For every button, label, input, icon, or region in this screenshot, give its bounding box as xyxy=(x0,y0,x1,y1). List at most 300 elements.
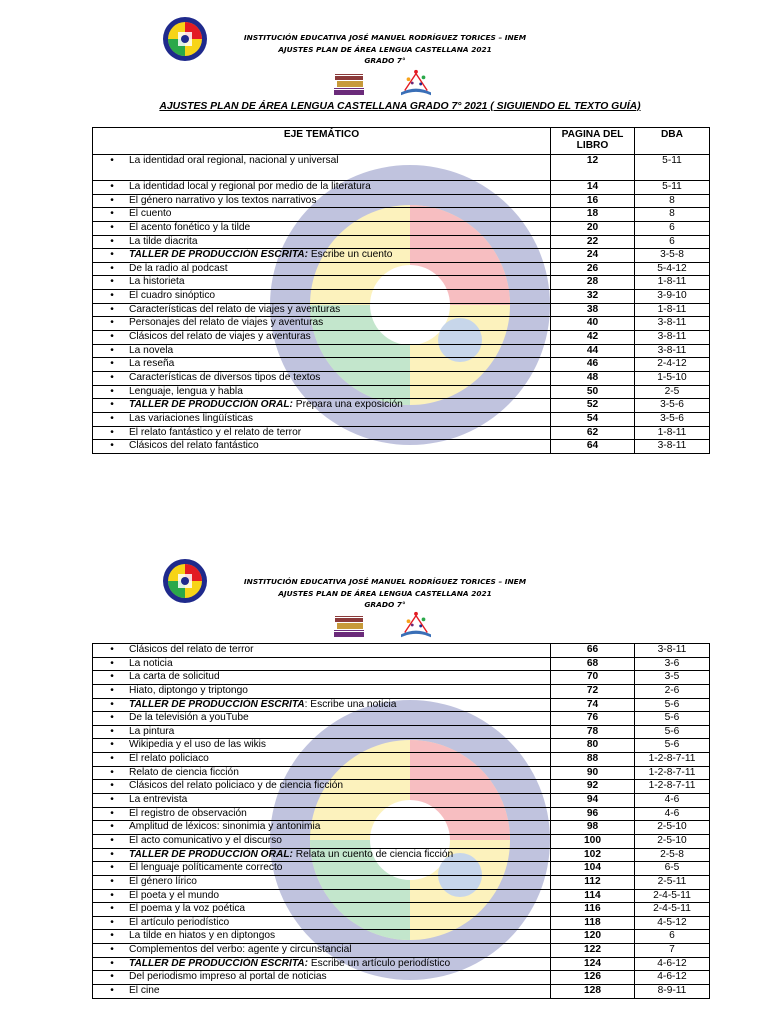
page-number-cell: 76 xyxy=(551,712,635,726)
bullet-icon: • xyxy=(110,753,114,765)
page-number-cell: 114 xyxy=(551,889,635,903)
topic-cell xyxy=(93,725,551,739)
workshop-label: TALLER DE PRODUCCIÓN ESCRITA xyxy=(129,698,305,710)
dba-cell: 5-11 xyxy=(635,155,710,181)
open-book-icon xyxy=(396,610,436,640)
topic-cell xyxy=(93,698,551,712)
topic-text: La pintura xyxy=(129,725,175,737)
dba-cell: 1-2-8-7-11 xyxy=(635,780,710,794)
topic-text: El relato fantástico y el relato de terror xyxy=(129,426,302,438)
bullet-icon: • xyxy=(110,903,114,915)
page-number-cell: 40 xyxy=(551,317,635,331)
table-row xyxy=(93,426,710,440)
bullet-icon: • xyxy=(110,399,114,411)
topic-text: La historieta xyxy=(129,276,185,288)
table-row xyxy=(93,249,710,263)
topic-cell xyxy=(93,753,551,767)
bullet-icon: • xyxy=(110,208,114,220)
topic-cell xyxy=(93,794,551,808)
topic-cell xyxy=(93,303,551,317)
table-row xyxy=(93,780,710,794)
topic-cell xyxy=(93,440,551,454)
table-row xyxy=(93,889,710,903)
topic-text: Wikipedia y el uso de las wikis xyxy=(129,739,267,751)
table-row xyxy=(93,181,710,195)
workshop-label: TALLER DE PRODUCCIÓN ORAL: xyxy=(129,848,293,860)
bullet-icon: • xyxy=(110,739,114,751)
topic-text: Hiato, diptongo y triptongo xyxy=(129,684,248,696)
page-number-cell: 20 xyxy=(551,221,635,235)
topic-text: El cuento xyxy=(129,208,172,220)
dba-cell: 2-5-11 xyxy=(635,875,710,889)
topic-cell xyxy=(93,371,551,385)
topic-text: Características del relato de viajes y aventuras xyxy=(129,303,341,315)
institution-header xyxy=(200,32,570,67)
dba-cell: 2-4-5-11 xyxy=(635,903,710,917)
dba-cell: 3-9-10 xyxy=(635,290,710,304)
dba-cell: 1-8-11 xyxy=(635,426,710,440)
dba-cell: 1-5-10 xyxy=(635,371,710,385)
page-number-cell: 126 xyxy=(551,971,635,985)
table-row xyxy=(93,385,710,399)
page-number-cell: 122 xyxy=(551,944,635,958)
page-number-cell: 14 xyxy=(551,181,635,195)
dba-cell: 3-5 xyxy=(635,671,710,685)
topic-text: Complementos del verbo: agente y circunstancial xyxy=(129,944,352,956)
bullet-icon: • xyxy=(110,712,114,724)
topic-cell xyxy=(93,657,551,671)
table-row xyxy=(93,698,710,712)
dba-cell: 2-5-10 xyxy=(635,821,710,835)
dba-cell: 5-6 xyxy=(635,725,710,739)
topic-cell xyxy=(93,862,551,876)
topic-text: Clásicos del relato fantástico xyxy=(129,440,259,452)
page-number-cell: 94 xyxy=(551,794,635,808)
bullet-icon: • xyxy=(110,276,114,288)
page-number-cell: 52 xyxy=(551,399,635,413)
topic-text: La novela xyxy=(129,344,174,356)
books-icon xyxy=(332,70,368,100)
table-body xyxy=(93,644,710,999)
dba-cell: 1-8-11 xyxy=(635,303,710,317)
page-number-cell: 112 xyxy=(551,875,635,889)
topic-text: La tilde diacrita xyxy=(129,235,198,247)
table-row xyxy=(93,671,710,685)
dba-cell: 5-6 xyxy=(635,712,710,726)
topic-cell xyxy=(93,875,551,889)
page-number-cell: 62 xyxy=(551,426,635,440)
table-row xyxy=(93,235,710,249)
table-row xyxy=(93,862,710,876)
topic-cell xyxy=(93,766,551,780)
topics-table xyxy=(92,127,710,454)
page-number-cell: 120 xyxy=(551,930,635,944)
page-number-cell: 98 xyxy=(551,821,635,835)
topic-text: Relata un cuento de ciencia ficción xyxy=(292,848,454,860)
table-row xyxy=(93,971,710,985)
topic-cell xyxy=(93,358,551,372)
dba-cell: 3-8-11 xyxy=(635,440,710,454)
dba-cell: 1-2-8-7-11 xyxy=(635,753,710,767)
page-number-cell: 38 xyxy=(551,303,635,317)
bullet-icon: • xyxy=(110,794,114,806)
topic-text: La tilde en hiatos y en diptongos xyxy=(129,930,276,942)
bullet-icon: • xyxy=(110,834,114,846)
topic-text: El género lírico xyxy=(129,875,197,887)
page-number-cell: 48 xyxy=(551,371,635,385)
page-number-cell: 116 xyxy=(551,903,635,917)
page-number-cell: 54 xyxy=(551,412,635,426)
dba-cell: 4-6-12 xyxy=(635,957,710,971)
topic-cell xyxy=(93,889,551,903)
topic-text: Escribe un artículo periodístico xyxy=(308,957,451,969)
dba-cell: 4-6 xyxy=(635,807,710,821)
page-number-cell: 68 xyxy=(551,657,635,671)
page-number-cell: 96 xyxy=(551,807,635,821)
topic-cell xyxy=(93,385,551,399)
topic-text: Escribe un cuento xyxy=(308,249,393,261)
table-row xyxy=(93,221,710,235)
page-number-cell: 74 xyxy=(551,698,635,712)
topic-cell xyxy=(93,399,551,413)
grade-label: GRADO 7° xyxy=(364,600,406,609)
page-number-cell: 88 xyxy=(551,753,635,767)
topic-text: El artículo periodístico xyxy=(129,916,230,928)
dba-cell: 4-6-12 xyxy=(635,971,710,985)
dba-cell: 3-8-11 xyxy=(635,644,710,658)
dba-cell: 2-4-12 xyxy=(635,358,710,372)
table-row xyxy=(93,944,710,958)
topic-cell xyxy=(93,412,551,426)
table-row xyxy=(93,821,710,835)
page-number-cell: 66 xyxy=(551,644,635,658)
topics-table xyxy=(92,643,710,999)
table-row xyxy=(93,807,710,821)
topic-cell xyxy=(93,834,551,848)
bullet-icon: • xyxy=(110,385,114,397)
table-row xyxy=(93,903,710,917)
table-row xyxy=(93,957,710,971)
topic-cell xyxy=(93,221,551,235)
topic-cell xyxy=(93,916,551,930)
topic-text: Las variaciones lingüísticas xyxy=(129,412,254,424)
topic-cell xyxy=(93,208,551,222)
table-row xyxy=(93,766,710,780)
table-row xyxy=(93,208,710,222)
topic-text: De la televisión a youTube xyxy=(129,712,249,724)
topic-text: Personajes del relato de viajes y aventuras xyxy=(129,317,324,329)
topic-cell xyxy=(93,930,551,944)
topic-text: El poeta y el mundo xyxy=(129,889,220,901)
bullet-icon: • xyxy=(110,875,114,887)
bullet-icon: • xyxy=(110,221,114,233)
topic-cell xyxy=(93,262,551,276)
page-number-cell: 18 xyxy=(551,208,635,222)
dba-cell: 6-5 xyxy=(635,862,710,876)
page-number-cell: 32 xyxy=(551,290,635,304)
bullet-icon: • xyxy=(110,249,114,261)
table-row xyxy=(93,739,710,753)
topic-text: : Escribe una noticia xyxy=(304,698,397,710)
institution-header xyxy=(200,576,570,611)
topic-cell xyxy=(93,194,551,208)
topic-text: Prepara una exposición xyxy=(292,399,403,411)
topic-cell xyxy=(93,290,551,304)
page-number-cell: 118 xyxy=(551,916,635,930)
table-row xyxy=(93,712,710,726)
workshop-label: TALLER DE PRODUCCIÓN ESCRITA: xyxy=(129,249,309,261)
dba-cell: 2-5 xyxy=(635,385,710,399)
topic-cell xyxy=(93,155,551,181)
page-number-cell: 46 xyxy=(551,358,635,372)
table-row xyxy=(93,331,710,345)
topic-cell xyxy=(93,712,551,726)
bullet-icon: • xyxy=(110,331,114,343)
plan-name: AJUSTES PLAN DE ÁREA LENGUA CASTELLANA 2021 xyxy=(278,44,492,54)
table-row xyxy=(93,371,710,385)
bullet-icon: • xyxy=(110,303,114,315)
dba-cell: 3-8-11 xyxy=(635,317,710,331)
bullet-icon: • xyxy=(110,235,114,247)
topic-cell xyxy=(93,671,551,685)
bullet-icon: • xyxy=(110,944,114,956)
topic-text: El género narrativo y los textos narrativos xyxy=(129,194,317,206)
dba-cell: 5-4-12 xyxy=(635,262,710,276)
dba-cell: 8 xyxy=(635,194,710,208)
page-number-cell: 70 xyxy=(551,671,635,685)
topic-cell xyxy=(93,957,551,971)
table-row xyxy=(93,303,710,317)
dba-cell: 3-8-11 xyxy=(635,344,710,358)
table-header-row xyxy=(93,128,710,155)
topic-cell xyxy=(93,971,551,985)
bullet-icon: • xyxy=(110,194,114,206)
table-row xyxy=(93,358,710,372)
topic-text: El cine xyxy=(129,985,160,997)
bullet-icon: • xyxy=(110,155,114,166)
bullet-icon: • xyxy=(110,412,114,424)
topic-text: La reseña xyxy=(129,358,175,370)
grade-label: GRADO 7° xyxy=(364,56,406,65)
dba-cell: 6 xyxy=(635,930,710,944)
topic-cell xyxy=(93,903,551,917)
bullet-icon: • xyxy=(110,930,114,942)
bullet-icon: • xyxy=(110,848,114,860)
table-row xyxy=(93,794,710,808)
page-number-cell: 72 xyxy=(551,684,635,698)
bullet-icon: • xyxy=(110,821,114,833)
topic-cell xyxy=(93,807,551,821)
topic-text: Clásicos del relato policiaco y de ciencia ficción xyxy=(129,780,344,792)
workshop-label: TALLER DE PRODUCCIÓN ORAL: xyxy=(129,399,293,411)
topic-text: Del periodismo impreso al portal de noticias xyxy=(129,971,327,983)
bullet-icon: • xyxy=(110,889,114,901)
topic-cell xyxy=(93,317,551,331)
dba-cell: 3-5-6 xyxy=(635,412,710,426)
table-row xyxy=(93,848,710,862)
topic-cell xyxy=(93,644,551,658)
dba-cell: 3-5-6 xyxy=(635,399,710,413)
table-row xyxy=(93,684,710,698)
dba-cell: 3-5-8 xyxy=(635,249,710,263)
bullet-icon: • xyxy=(110,181,114,192)
page-number-cell: 50 xyxy=(551,385,635,399)
page-number-cell: 78 xyxy=(551,725,635,739)
topic-cell xyxy=(93,344,551,358)
bullet-icon: • xyxy=(110,862,114,874)
topic-text: La identidad oral regional, nacional y universal xyxy=(129,155,339,166)
topic-text: El acto comunicativo y el discurso xyxy=(129,834,282,846)
page-number-cell: 28 xyxy=(551,276,635,290)
dba-cell: 2-5-8 xyxy=(635,848,710,862)
topic-text: El relato policiaco xyxy=(129,753,209,765)
table-row xyxy=(93,875,710,889)
bullet-icon: • xyxy=(110,644,114,655)
table-row xyxy=(93,644,710,658)
table-row xyxy=(93,657,710,671)
table-row xyxy=(93,155,710,181)
bullet-icon: • xyxy=(110,262,114,274)
page-number-cell: 92 xyxy=(551,780,635,794)
table-row xyxy=(93,399,710,413)
page-number-cell: 102 xyxy=(551,848,635,862)
dba-cell: 4-5-12 xyxy=(635,916,710,930)
page-number-cell: 124 xyxy=(551,957,635,971)
bullet-icon: • xyxy=(110,344,114,356)
dba-cell: 2-4-5-11 xyxy=(635,889,710,903)
table-row xyxy=(93,440,710,454)
table-row xyxy=(93,276,710,290)
bullet-icon: • xyxy=(110,985,114,997)
institution-name: INSTITUCIÓN EDUCATIVA JOSÉ MANUEL RODRÍGUEZ TORICES – INEM xyxy=(243,33,527,42)
topic-cell xyxy=(93,739,551,753)
page-number-cell: 100 xyxy=(551,834,635,848)
bullet-icon: • xyxy=(110,807,114,819)
bullet-icon: • xyxy=(110,440,114,452)
topic-text: La entrevista xyxy=(129,794,188,806)
workshop-label: TALLER DE PRODUCCIÓN ESCRITA: xyxy=(129,957,309,969)
table-body xyxy=(93,155,710,454)
topic-text: El poema y la voz poética xyxy=(129,903,246,915)
bullet-icon: • xyxy=(110,290,114,302)
page-number-cell: 80 xyxy=(551,739,635,753)
dba-cell: 4-6 xyxy=(635,794,710,808)
page-number-cell: 24 xyxy=(551,249,635,263)
page-title: AJUSTES PLAN DE ÁREA LENGUA CASTELLANA GRADO 7° 2021 ( SIGUIENDO EL TEXTO GUÍA) xyxy=(159,101,641,112)
topic-text: Clásicos del relato de terror xyxy=(129,644,254,655)
dba-cell: 5-6 xyxy=(635,698,710,712)
topic-text: El acento fonético y la tilde xyxy=(129,221,251,233)
dba-cell: 2-5-10 xyxy=(635,834,710,848)
page-number-cell: 90 xyxy=(551,766,635,780)
page-number-cell: 104 xyxy=(551,862,635,876)
table-row xyxy=(93,290,710,304)
page-number-cell: 16 xyxy=(551,194,635,208)
topic-cell xyxy=(93,780,551,794)
books-icon xyxy=(332,612,368,642)
topic-text: El cuadro sinóptico xyxy=(129,290,216,302)
table-row xyxy=(93,985,710,999)
topic-text: Clásicos del relato de viajes y aventuras xyxy=(129,331,311,343)
dba-cell: 8-9-11 xyxy=(635,985,710,999)
topic-text: El lenguaje políticamente correcto xyxy=(129,862,283,874)
table-row xyxy=(93,412,710,426)
page-number-cell: 22 xyxy=(551,235,635,249)
header-eje-tematico: EJE TEMÁTICO xyxy=(93,128,551,155)
page-number-cell: 42 xyxy=(551,331,635,345)
header-pagina-libro: PAGINA DEL LIBRO xyxy=(551,128,635,155)
dba-cell: 2-6 xyxy=(635,684,710,698)
bullet-icon: • xyxy=(110,916,114,928)
topic-cell xyxy=(93,821,551,835)
topic-text: Amplitud de léxicos: sinonimia y antonimia xyxy=(129,821,321,833)
topic-text: Lenguaje, lengua y habla xyxy=(129,385,243,397)
table-row xyxy=(93,725,710,739)
dba-cell: 1-2-8-7-11 xyxy=(635,766,710,780)
dba-cell: 8 xyxy=(635,208,710,222)
table-row xyxy=(93,930,710,944)
topic-text: Relato de ciencia ficción xyxy=(129,766,239,778)
topic-text: De la radio al podcast xyxy=(129,262,228,274)
topic-cell xyxy=(93,331,551,345)
bullet-icon: • xyxy=(110,725,114,737)
topic-cell xyxy=(93,276,551,290)
page-number-cell: 12 xyxy=(551,155,635,181)
bullet-icon: • xyxy=(110,957,114,969)
dba-cell: 3-8-11 xyxy=(635,331,710,345)
dba-cell: 6 xyxy=(635,221,710,235)
bullet-icon: • xyxy=(110,358,114,370)
page-number-cell: 44 xyxy=(551,344,635,358)
bullet-icon: • xyxy=(110,766,114,778)
page-number-cell: 64 xyxy=(551,440,635,454)
bullet-icon: • xyxy=(110,317,114,329)
bullet-icon: • xyxy=(110,698,114,710)
bullet-icon: • xyxy=(110,371,114,383)
dba-cell: 5-11 xyxy=(635,181,710,195)
topic-text: La noticia xyxy=(129,657,173,669)
header-dba: DBA xyxy=(635,128,710,155)
topic-text: Características de diversos tipos de textos xyxy=(129,371,321,383)
dba-cell: 7 xyxy=(635,944,710,958)
bullet-icon: • xyxy=(110,684,114,696)
table-row xyxy=(93,916,710,930)
dba-cell: 5-6 xyxy=(635,739,710,753)
page-number-cell: 128 xyxy=(551,985,635,999)
institution-name: INSTITUCIÓN EDUCATIVA JOSÉ MANUEL RODRÍGUEZ TORICES – INEM xyxy=(243,577,527,586)
bullet-icon: • xyxy=(110,657,114,669)
topic-text: La carta de solicitud xyxy=(129,671,220,683)
bullet-icon: • xyxy=(110,971,114,983)
bullet-icon: • xyxy=(110,671,114,683)
topic-cell xyxy=(93,684,551,698)
table-row xyxy=(93,834,710,848)
open-book-icon xyxy=(396,68,436,98)
topic-cell xyxy=(93,944,551,958)
topic-cell xyxy=(93,426,551,440)
table-row xyxy=(93,344,710,358)
table-row xyxy=(93,262,710,276)
topic-cell xyxy=(93,985,551,999)
topic-cell xyxy=(93,181,551,195)
table-row xyxy=(93,753,710,767)
dba-cell: 6 xyxy=(635,235,710,249)
topic-cell xyxy=(93,249,551,263)
bullet-icon: • xyxy=(110,780,114,792)
plan-name: AJUSTES PLAN DE ÁREA LENGUA CASTELLANA 2021 xyxy=(278,588,492,598)
dba-cell: 3-6 xyxy=(635,657,710,671)
dba-cell: 1-8-11 xyxy=(635,276,710,290)
